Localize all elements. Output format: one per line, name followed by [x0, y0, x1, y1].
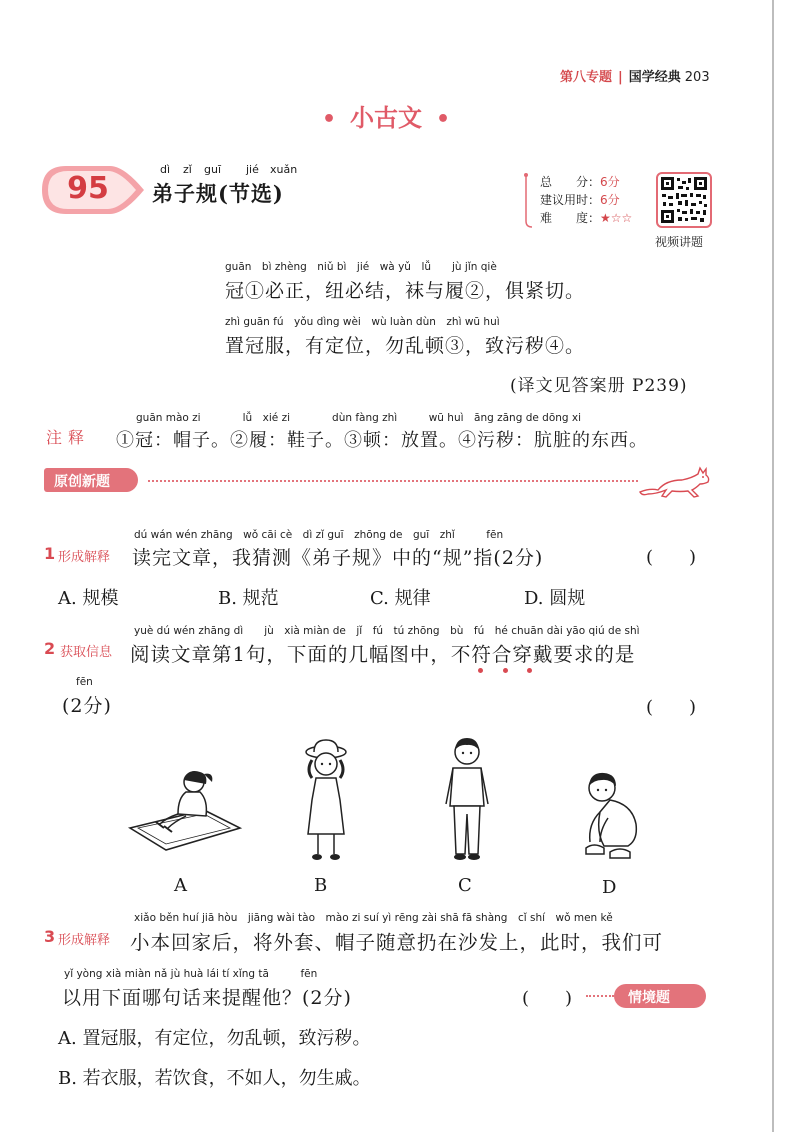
info-time [540, 191, 620, 208]
question-text: 以用下面哪句话来提醒他？(2分) [62, 987, 352, 1009]
emphasis-dot [527, 668, 532, 673]
scenario-tag-label: 情境题 [628, 990, 670, 1006]
option-a[interactable]: A. 置冠服，有定位，勿乱顿，致污秽。 [58, 1028, 371, 1049]
figure-a-girl-on-mat[interactable] [126, 764, 244, 860]
scenario-tag [614, 984, 706, 1008]
qr-caption: 视频讲题 [655, 235, 704, 249]
header-divider: | [618, 70, 623, 85]
text-line: 置冠服，有定位，勿乱顿③，致污秽④。 [225, 335, 586, 357]
notes-pinyin: guān mào zi lǚ xié zi dùn fàng zhì wū huì āng zāng de dōng xi [136, 412, 582, 424]
figure-label-d: D [602, 877, 617, 898]
question-text: 小本回家后，将外套、帽子随意扔在沙发上，此时，我们可 [130, 931, 664, 954]
figure-d-boy-tying-shoes[interactable] [574, 768, 644, 866]
lesson-title: 弟子规(节选) [152, 181, 284, 206]
section-band-label: 原创新题 [54, 474, 110, 490]
page-edge [772, 0, 774, 1132]
info-time-label: 建议用时： [540, 193, 601, 207]
emphasis-dot [503, 668, 508, 673]
bullet-dot-right: • [436, 107, 451, 132]
dotted-connector [586, 995, 614, 997]
title-pinyin: jié [246, 163, 259, 176]
figure-label-b: B [314, 875, 328, 896]
option-b[interactable]: B. 规范 [218, 588, 279, 609]
title-pinyin: xuǎn [270, 163, 298, 176]
qr-code[interactable] [656, 172, 712, 228]
question-number: 1 [44, 544, 56, 563]
translation-reference: (译文见答案册 P239) [510, 376, 688, 396]
question-text: 读完文章，我猜测《弟子规》中的“规”指(2分) [132, 547, 544, 569]
text-line: 冠①必正，纽必结，袜与履②，俱紧切。 [225, 280, 586, 302]
emphasis-dot [478, 668, 483, 673]
difficulty-stars: ★☆☆ [600, 211, 633, 225]
answer-blank[interactable]: ( ) [522, 988, 573, 1009]
question-pinyin: yuè dú wén zhāng dì jù xià miàn de jǐ fú tú zhōng bù fú hé chuān dài yāo qiú de shì [134, 625, 640, 637]
info-difficulty [540, 209, 632, 226]
figure-c-boy-standing[interactable] [438, 734, 496, 864]
question-pinyin: fēn [76, 676, 93, 688]
figure-label-c: C [458, 875, 472, 896]
running-header [560, 66, 710, 85]
section-title-text: 小古文 [350, 104, 422, 132]
running-cat-icon [636, 462, 716, 502]
bullet-dot-left: • [321, 107, 336, 132]
answer-blank[interactable]: ( ) [646, 547, 697, 568]
header-book: 国学经典 [628, 70, 681, 85]
option-a[interactable]: A. 规模 [58, 588, 119, 609]
question-tag: 形成解释 [58, 933, 111, 948]
question-pinyin: yǐ yòng xià miàn nǎ jù huà lái tí xǐng tā fēn [64, 968, 318, 980]
title-pinyin: dì [160, 163, 171, 176]
title-pinyin: zǐ [183, 163, 192, 176]
figure-label-a: A [174, 875, 187, 896]
question-pinyin: xiǎo běn huí jiā hòu jiāng wài tào mào zi suí yì rēng zài shā fā shàng cǐ shí wǒ men kě [134, 912, 613, 924]
info-total [540, 173, 620, 190]
text-line-pinyin: zhì guān fú yǒu dìng wèi wù luàn dùn zhì wū huì [225, 316, 500, 328]
info-total-label: 总 分： [540, 175, 601, 189]
question-text: 阅读文章第1句，下面的几幅图中，不符合穿戴要求的是 [130, 643, 636, 666]
option-d[interactable]: D. 圆规 [524, 588, 586, 609]
page-number: 203 [684, 70, 710, 85]
notes-text: ①冠：帽子。②履：鞋子。③顿：放置。④污秽：肮脏的东西。 [116, 430, 648, 451]
notes-label: 注释 [46, 428, 91, 447]
info-time-value: 6分 [600, 193, 620, 207]
text-line-pinyin: guān bì zhèng niǔ bì jié wà yǔ lǚ jù jǐn qiè [225, 261, 497, 273]
question-tag: 形成解释 [58, 550, 111, 565]
info-total-value: 6分 [600, 175, 620, 189]
question-number: 3 [44, 927, 56, 946]
option-c[interactable]: C. 规律 [370, 588, 431, 609]
info-bracket [524, 171, 532, 229]
question-pinyin: dú wán wén zhāng wǒ cāi cè dì zǐ guī zhōng de guī zhǐ fēn [134, 529, 504, 541]
dotted-divider [148, 480, 638, 482]
section-band [44, 468, 138, 492]
lesson-number: 95 [67, 171, 109, 206]
question-text: (2分) [62, 695, 112, 717]
section-title [0, 98, 772, 133]
header-section: 第八专题 [560, 70, 613, 85]
question-tag: 获取信息 [60, 645, 113, 660]
qr-code-icon [660, 176, 708, 224]
title-pinyin: guī [204, 163, 222, 176]
answer-blank[interactable]: ( ) [646, 697, 697, 718]
question-number: 2 [44, 639, 56, 658]
lesson-number-badge [40, 164, 146, 216]
info-diff-label: 难 度： [540, 211, 601, 225]
option-b[interactable]: B. 若衣服，若饮食，不如人，勿生戚。 [58, 1068, 371, 1089]
lesson-info-box [524, 171, 648, 229]
figure-b-girl-with-hat[interactable] [298, 738, 354, 864]
